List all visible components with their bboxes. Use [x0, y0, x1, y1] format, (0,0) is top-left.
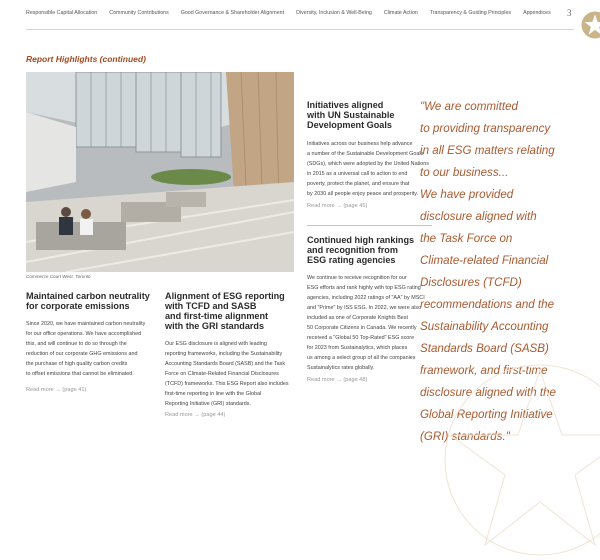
col3b-body-line3: agencies, including 2022 ratings of "AA" by MSCI [307, 294, 425, 303]
top-navigation [26, 10, 551, 20]
col2-body-line4: Force on Climate-Related Financial Disclosures [165, 370, 279, 379]
col3a-body-line4: in 2015 as a universal call to action to end [307, 170, 407, 179]
col3b-body-line7: received a "Global 50 Top-Rated" ESG score [307, 334, 414, 343]
quote-line-5: We have provided [420, 184, 578, 206]
col3a-body-line6: by 2030 all people enjoy peace and prosperity. [307, 190, 418, 199]
nav-appendices[interactable]: Appendices [523, 10, 551, 20]
col3a-body-line3: (SDGs), which were adopted by the United Nations [307, 160, 429, 169]
col3b-body-line10: Sustainalytics rates globally. [307, 364, 374, 373]
col3b-body-line9: us among a select group of all the companies [307, 354, 415, 363]
col3b-heading-line1: Continued high rankings [307, 235, 414, 245]
col2-heading-line2: with TCFD and SASB [165, 301, 256, 311]
col3b-body-line8: for 2023 from Sustainalytics, which places [307, 344, 407, 353]
star-logo-icon [580, 10, 600, 40]
col1-body-line2: for our office operations. We have accomplished [26, 330, 141, 339]
col1-body-line6: to offset emissions that cannot be eliminated. [26, 370, 134, 379]
quote-line-15: Global Reporting Initiative [420, 404, 578, 426]
section-title: Report Highlights (continued) [26, 54, 146, 64]
photo-caption: Commerce Court West, Toronto [26, 274, 91, 279]
quote-line-16: (GRI) standards." [420, 426, 578, 448]
col2-heading-line4: with the GRI standards [165, 321, 264, 331]
col3a-body-line2: a number of the Sustainable Development Goals [307, 150, 423, 159]
quote-line-3: in all ESG matters relating [420, 140, 578, 162]
nav-community[interactable]: Community Contributions [109, 10, 168, 20]
col3b-heading-line2: and recognition from [307, 245, 398, 255]
col3-divider [307, 225, 432, 226]
col3a-body-line5: poverty, protect the planet, and ensure that [307, 180, 409, 189]
col3b-body-line2: ESG efforts and rank highly with top ESG rating [307, 284, 421, 293]
col3b-body-line5: included as one of Corporate Knights Best [307, 314, 408, 323]
col3a-heading-line1: Initiatives aligned [307, 100, 383, 110]
col1-heading-line2: for corporate emissions [26, 301, 130, 311]
header-divider [26, 29, 574, 30]
nav-responsible-capital[interactable]: Responsible Capital Allocation [26, 10, 97, 20]
col3a-body-line1: Initiatives across our business help advance [307, 140, 412, 149]
nav-climate[interactable]: Climate Action [384, 10, 418, 20]
col3b-body-line4: and "Prime" by ISS ESG. In 2022, we were also [307, 304, 421, 313]
col3b-read-more-link[interactable]: Read more → (page 48) [307, 377, 367, 383]
quote-line-11: Sustainability Accounting [420, 316, 578, 338]
col3a-heading-line3: Development Goals [307, 120, 392, 130]
quote-line-9: Disclosures (TCFD) [420, 272, 578, 294]
col2-body-line5: (TCFD) frameworks. This ESG Report also includes [165, 380, 289, 389]
quote-line-8: Climate-related Financial [420, 250, 578, 272]
nav-governance[interactable]: Good Governance & Shareholder Alignment [181, 10, 284, 20]
nav-diversity[interactable]: Diversity, Inclusion & Well-Being [296, 10, 372, 20]
quote-line-7: the Task Force on [420, 228, 578, 250]
quote-line-4: to our business... [420, 162, 578, 184]
quote-line-2: to providing transparency [420, 118, 578, 140]
decorative-star-icon [440, 360, 600, 560]
col2-heading-line3: and first-time alignment [165, 311, 268, 321]
col2-read-more-link[interactable]: Read more → (page 44) [165, 412, 225, 418]
col3a-read-more-link[interactable]: Read more → (page 45) [307, 203, 367, 209]
col2-body-line1: Our ESG disclosure is aligned with leading [165, 340, 267, 349]
col1-body-line3: this, and will continue to do so through the [26, 340, 127, 349]
nav-transparency[interactable]: Transparency & Guiding Principles [430, 10, 511, 20]
quote-line-10: recommendations and the [420, 294, 578, 316]
col3b-body-line1: We continue to receive recognition for our [307, 274, 407, 283]
col3b-heading-line3: ESG rating agencies [307, 255, 395, 265]
col2-body-line7: Reporting Initiative (GRI) standards. [165, 400, 251, 409]
col2-body-line2: reporting frameworks, including the Sustainability [165, 350, 282, 359]
quote-line-6: disclosure aligned with [420, 206, 578, 228]
col1-heading-line1: Maintained carbon neutrality [26, 291, 150, 301]
office-lobby-photo [26, 72, 294, 272]
col3b-body-line6: 50 Corporate Citizens in Canada. We recently [307, 324, 417, 333]
col1-body-line4: reduction of our corporate GHG emissions and [26, 350, 137, 359]
quote-line-1: "We are committed [420, 96, 578, 118]
col2-body-line6: first-time reporting in line with the Global [165, 390, 261, 399]
col2-heading-line1: Alignment of ESG reporting [165, 291, 285, 301]
quote-line-12: Standards Board (SASB) [420, 338, 578, 360]
quote-line-13: framework, and first-time [420, 360, 578, 382]
page-number: 3 [567, 8, 572, 18]
quote-line-14: disclosure aligned with the [420, 382, 578, 404]
col1-body-line5: the purchase of high quality carbon credits [26, 360, 127, 369]
col2-body-line3: Accounting Standards Board (SASB) and the Task [165, 360, 285, 369]
col1-body-line1: Since 2020, we have maintained carbon neutrality [26, 320, 145, 329]
col1-read-more-link[interactable]: Read more → (page 41) [26, 387, 86, 393]
col3a-heading-line2: with UN Sustainable [307, 110, 394, 120]
